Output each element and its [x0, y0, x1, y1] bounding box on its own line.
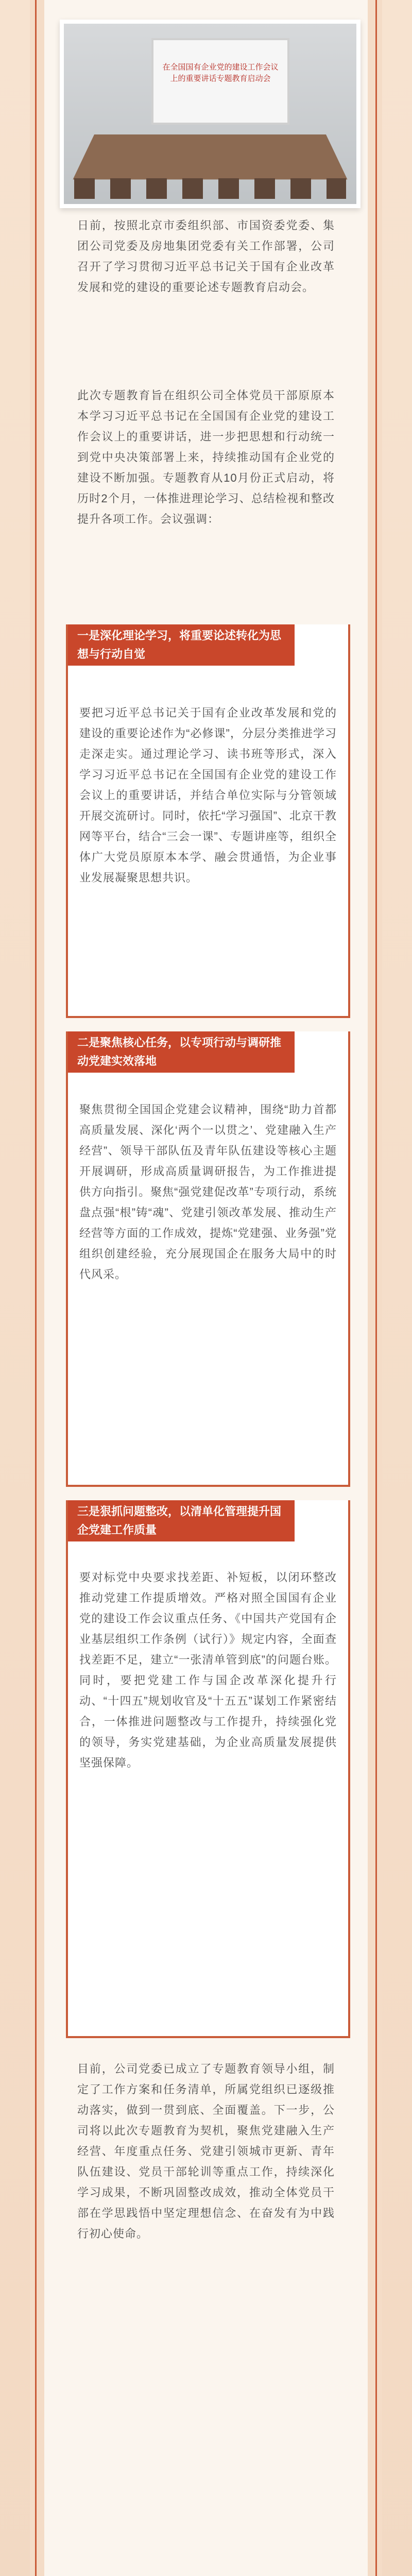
- section-heading-2: 二是聚焦核心任务，以专项行动与调研推动党建实效落地: [68, 1031, 295, 1073]
- meeting-photo: [60, 20, 360, 208]
- projection-screen: [151, 38, 289, 125]
- section-body-3: 要对标党中央要求找差距、补短板，以闭环整改推动党建工作提质增效。严格对照全国国有企业党的建设工作会议重点任务、《中国共产党国有企业基层组织工作条例（试行）》规定内容，全面查找差距不足，建立“一张清单管到底”的问题台账。同时，要把党建工作与国企改革深化提升行动、“十四五”规划收官及“十五五”谋划工作紧密结合，一体推进问题整改与工作提升，持续强化党的领导，务实党建基础，为企业高质量发展提供坚强保障。: [79, 1571, 337, 1769]
- left-accent-line: [35, 0, 37, 2576]
- section-body-2: 聚焦贯彻全国国企党建会议精神，围绕“助力首都高质量发展、深化‘两个一以贯之’、党建融入生产经营”、领导干部队伍及青年队伍建设等核心主题开展调研，形成高质量调研报告，为工作推进提供方向指引。聚焦“强党建促改革”专项行动，系统盘点强“根”铸“魂”、党建引领改革发展、推动生产经营等方面的工作成效，提炼“党建强、业务强”党组织创建经验，充分展现国企在服务大局中的时代风采。: [79, 1103, 337, 1281]
- intro-paragraph: 日前，按照北京市委组织部、市国资委党委、集团公司党委及房地集团党委有关工作部署，公司召开了学习贯彻习近平总书记关于国有企业改革发展和党的建设的重要论述专题教育启动会。: [77, 219, 335, 294]
- section-heading-3: 三是狠抓问题整改，以清单化管理提升国企党建工作质量: [68, 1500, 295, 1541]
- right-accent-line: [375, 0, 377, 2576]
- meeting-table: [73, 134, 347, 179]
- section-card-1: [66, 624, 350, 1018]
- section-card-3: [66, 1500, 350, 2038]
- right-decorative-border: [382, 0, 412, 2576]
- background-paragraph: 此次专题教育旨在组织公司全体党员干部原原本本学习习近平总书记在全国国有企业党的建设工作会议上的重要讲话，进一步把思想和行动统一到党中央决策部署上来，持续推动国有企业党的建设不断加强。专题教育从10月份正式启动，将历时2个月，一体推进理论学习、总结检视和整改提升各项工作。会议强调：: [77, 389, 335, 526]
- section-body-1: 要把习近平总书记关于国有企业改革发展和党的建设的重要论述作为“必修课”，分层分类推进学习走深走实。通过理论学习、读书班等形式，深入学习习近平总书记在全国国有企业党的建设工作会议上的重要讲话，并结合单位实际与分管领域开展交流研讨。同时，依托“学习强国”、北京干教网等平台，结合“三会一课”、专题讲座等，组织全体广大党员原原本本学、融会贯通悟，为企业事业发展凝聚思想共识。: [79, 706, 337, 884]
- left-decorative-border: [0, 0, 30, 2576]
- section-card-2: [66, 1031, 350, 1487]
- closing-paragraph: 目前，公司党委已成立了专题教育领导小组，制定了工作方案和任务清单，所属党组织已逐级推动落实，做到一贯到底、全面覆盖。下一步，公司将以此次专题教育为契机，聚焦党建融入生产经营、年度重点任务、党建引领城市更新、青年队伍建设、党员干部轮训等重点工作，持续深化学习成果，不断巩固整改成效，推动全体党员干部在学思践悟中坚定理想信念、在奋发有为中践行初心使命。: [77, 2062, 335, 2240]
- projection-screen-text: 在全国国有企业党的建设工作会议上的重要讲话专题教育启动会: [162, 63, 279, 83]
- section-heading-1: 一是深化理论学习，将重要论述转化为思想与行动自觉: [68, 624, 295, 666]
- meeting-chairs: [74, 178, 346, 199]
